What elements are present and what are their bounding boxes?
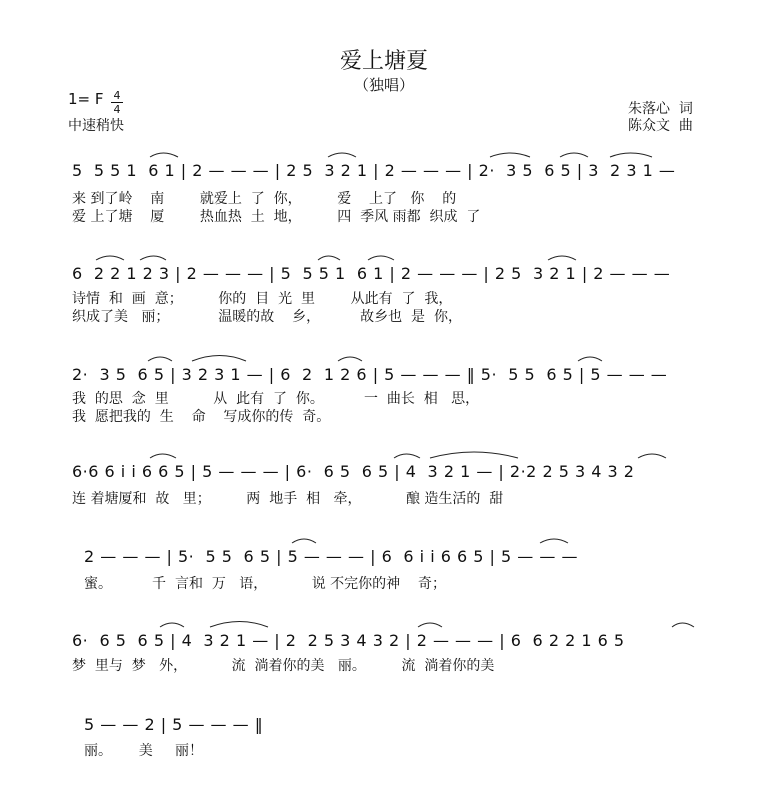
- slur-17: [430, 452, 518, 458]
- system-2-lyrics-verse-1: 诗情 和 画 意； 你的 目 光 里 从此有 了 我，: [72, 291, 453, 307]
- system-4-lyrics: 连 着塘厦和 故 里； 两 地手 相 牵， 酿 造生活的 甜: [72, 491, 504, 507]
- tempo-marking: 中速稍快: [68, 118, 124, 134]
- system-3-notes: 2· 3 5 6 5 | 3 2 3 1 — | 6 2 1 2 6 | 5 — — — ‖ 5· 5 5 6 5 | 5 — — —: [72, 365, 668, 384]
- system-1-lyrics-verse-2: 爱 上了塘 厦 热血热 土 地， 四 季风 雨都 织成 了: [72, 209, 481, 225]
- slur-13: [338, 357, 362, 361]
- system-5-notes: 2 — — — | 5· 5 5 6 5 | 5 — — — | 6 6 i i 6 6 5 | 5 — — —: [84, 547, 578, 566]
- slur-24: [672, 623, 694, 627]
- slur-7: [140, 256, 166, 260]
- system-2-notes: 6 2 2 1 2 3 | 2 — — — | 5 5 5 1 6 1 | 2 — — — | 2 5 3 2 1 | 2 — — —: [72, 264, 671, 283]
- system-1-notes: 5 5 5 1 6 1 | 2 — — — | 2 5 3 2 1 | 2 — — — | 2· 3 5 6 5 | 3 2 3 1 —: [72, 161, 676, 180]
- slur-9: [368, 256, 394, 260]
- slur-22: [210, 622, 268, 628]
- system-1-lyrics-verse-1: 来 到了岭 南 就爱上 了 你， 爱 上了 你 的: [72, 191, 457, 207]
- system-3-lyrics-verse-2: 我 愿把我的 生 命 写成你的传 奇。: [72, 409, 331, 425]
- song-title: 爱上塘夏: [339, 49, 428, 74]
- system-5-lyrics: 蜜。 千 言和 万 语， 说 不完你的神 奇；: [84, 576, 446, 592]
- system-6-lyrics: 梦 里与 梦 外， 流 淌着你的美 丽。 流 淌着你的美: [72, 658, 495, 674]
- system-6-notes: 6· 6 5 6 5 | 4 3 2 1 — | 2 2 5 3 4 3 2 | 2 — — — | 6 6 2 2 1 6 5: [72, 631, 625, 650]
- composer-credit: 陈众文 曲: [628, 118, 693, 134]
- slur-11: [148, 357, 172, 361]
- system-7-notes: 5 — — 2 | 5 — — — ‖: [84, 715, 264, 734]
- slur-20: [540, 539, 568, 543]
- slur-3: [490, 153, 530, 157]
- slur-5: [610, 153, 652, 157]
- slur-4: [560, 153, 588, 157]
- slur-12: [192, 356, 246, 362]
- slur-1: [150, 153, 178, 157]
- slur-8: [318, 256, 340, 260]
- system-4-notes: 6·6 6 i i 6 6 5 | 5 — — — | 6· 6 5 6 5 | 4 3 2 1 — | 2·2 2 5 3 4 3 2: [72, 462, 635, 481]
- slur-19: [292, 539, 316, 543]
- slur-21: [160, 623, 184, 627]
- slur-2: [328, 153, 356, 157]
- system-3-lyrics-verse-1: 我 的思 念 里 从 此有 了 你。 一 曲长 相 思，: [72, 391, 480, 407]
- slur-23: [418, 623, 442, 627]
- system-7-lyrics: 丽。 美 丽！: [84, 743, 203, 759]
- slur-16: [394, 454, 420, 458]
- time-signature-bottom: 4: [113, 103, 121, 116]
- lyricist-credit: 朱落心 词: [628, 101, 693, 117]
- time-signature-top: 4: [113, 89, 121, 102]
- system-2-lyrics-verse-2: 织成了美 丽； 温暖的故 乡， 故乡也 是 你，: [72, 309, 462, 325]
- slur-18: [638, 454, 666, 458]
- song-subtitle: （独唱）: [353, 76, 414, 94]
- slur-15: [150, 454, 176, 458]
- slur-10: [548, 256, 576, 260]
- slur-6: [96, 256, 124, 260]
- slur-14: [578, 357, 602, 361]
- key-signature: 1= F: [68, 90, 104, 108]
